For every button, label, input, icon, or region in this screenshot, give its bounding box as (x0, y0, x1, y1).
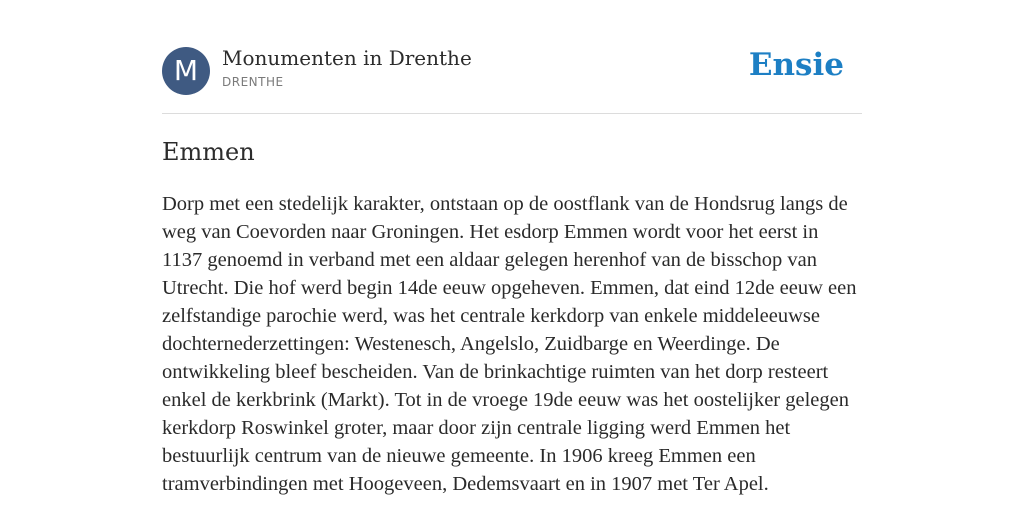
article-title: Emmen (162, 138, 255, 166)
source-avatar[interactable]: M (162, 47, 210, 95)
source-title[interactable]: Monumenten in Drenthe (222, 46, 472, 70)
source-header (162, 0, 862, 114)
article-body: Dorp met een stedelijk karakter, ontstaan op de oostflank van de Hondsrug langs de weg van Coevorden naar Groningen. Het esdorp Emmen wordt voor het eerst in 1137 genoemd in verband met een aldaar gelegen herenhof van de bisschop van Utrecht. Die hof werd begin 14de eeuw opgeheven. Emmen, dat eind 12de eeuw een zelfstandige parochie werd, was het centrale kerkdorp van enkele middeleeuwse dochternederzettingen: Westenesch, Angelslo, Zuidbarge en Weerdinge. De ontwikkeling bleef bescheiden. Van de brinkachtige ruimten van het dorp resteert enkel de kerkbrink (Markt). Tot in de vroege 19de eeuw was het oostelijker gelegen kerkdorp Roswinkel groter, maar door zijn centrale ligging werd Emmen het bestuurlijk centrum van de nieuwe gemeente. In 1906 kreeg Emmen een tramverbindingen met Hoogeveen, Dedemsvaart en in 1907 met Ter Apel. (162, 193, 857, 495)
page-container (162, 0, 862, 495)
source-subtitle[interactable]: DRENTHE (222, 75, 284, 89)
ensie-logo[interactable]: Ensie (748, 47, 844, 83)
